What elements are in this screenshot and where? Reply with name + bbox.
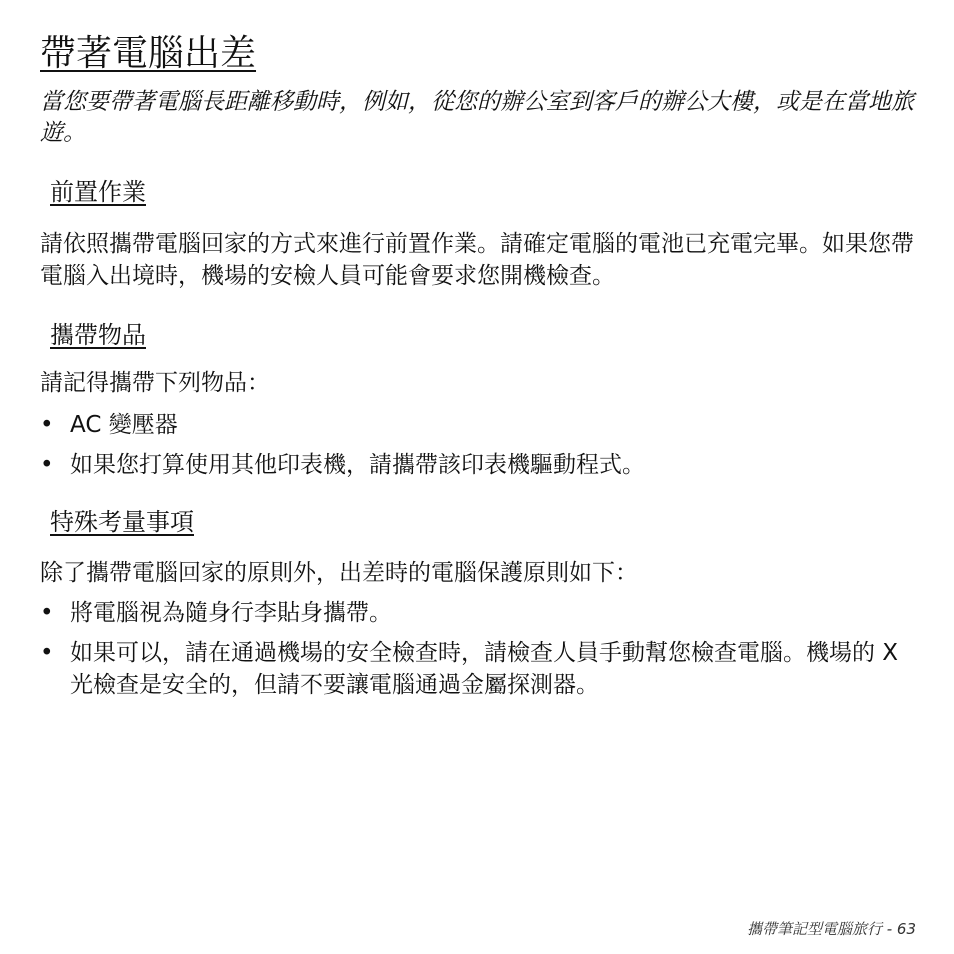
list-item (40, 597, 925, 629)
section-heading-special-considerations: 特殊考量事項 (50, 508, 194, 536)
intro-paragraph: 當您要帶著電腦長距離移動時，例如，從您的辦公室到客戶的辦公大樓，或是在當地旅遊。 (40, 89, 914, 146)
list-item-text: AC 變壓器 (70, 412, 178, 438)
list-item (40, 409, 925, 441)
bullet-list-items (40, 409, 925, 489)
bullet-icon: • (40, 412, 54, 438)
bullet-list-special-considerations (40, 597, 925, 709)
page-title: 帶著電腦出差 (40, 33, 257, 74)
list-item-text: 如果可以，請在通過機場的安全檢查時，請檢查人員手動幫您檢查電腦。機場的 X 光檢查是安全的，但請不要讓電腦通過金屬探測器。 (70, 640, 899, 698)
section-paragraph-preparation: 請依照攜帶電腦回家的方式來進行前置作業。請確定電腦的電池已充電完畢。如果您帶電腦入出境時，機場的安檢人員可能會要求您開機檢查。 (40, 231, 914, 289)
list-item-text: 如果您打算使用其他印表機，請攜帶該印表機驅動程式。 (70, 452, 645, 478)
section-paragraph-special-considerations: 除了攜帶電腦回家的原則外，出差時的電腦保護原則如下： (40, 560, 638, 586)
bullet-icon: • (40, 452, 54, 478)
section-heading-preparation: 前置作業 (50, 178, 146, 206)
bullet-icon: • (40, 640, 54, 666)
list-item-text: 將電腦視為隨身行李貼身攜帶。 (70, 600, 392, 626)
bullet-icon: • (40, 600, 54, 626)
section-heading-items: 攜帶物品 (50, 321, 146, 349)
page-footer: 攜帶筆記型電腦旅行 - 63 (746, 920, 916, 938)
section-paragraph-items: 請記得攜帶下列物品： (40, 370, 270, 396)
list-item (40, 449, 925, 481)
list-item (40, 637, 925, 701)
